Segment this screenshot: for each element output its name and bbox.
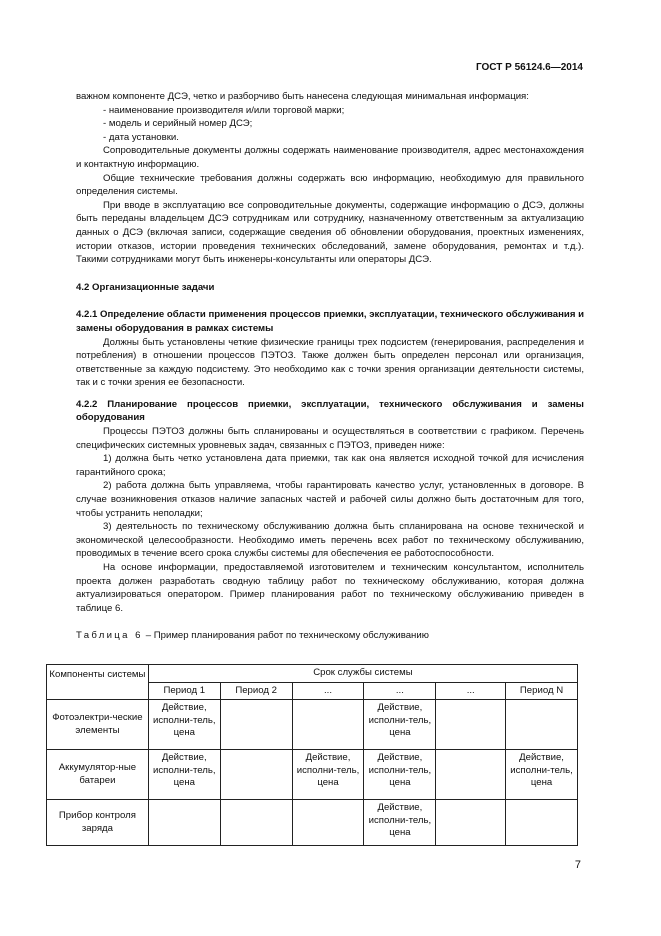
list-item: - модель и серийный номер ДСЭ; <box>103 118 253 130</box>
row-label: Аккумулятор-ные батареи <box>47 750 149 800</box>
table-cell: Действие, исполни-тель, цена <box>364 700 436 750</box>
page-number: 7 <box>574 859 581 871</box>
table-caption <box>76 629 584 643</box>
paragraph: Общие технические требования должны содержать всю информацию, необходимую для правильного определения системы. <box>76 172 584 198</box>
paragraph: Процессы ПЭТОЗ должны быть спланированы и осуществляться в соответствии с графиком. Перечень специфических системных уровневых задач, связанных с ПЭТОЗ, приведен ниже: <box>76 426 584 451</box>
table-row <box>47 800 578 846</box>
table-cell <box>506 700 578 750</box>
header-period: ... <box>292 682 364 700</box>
table-caption-prefix: Таблица <box>76 630 130 642</box>
table-cell <box>436 700 506 750</box>
table-cell: Действие, исполни-тель, цена <box>148 700 220 750</box>
table-cell <box>436 800 506 846</box>
table-cell: Действие, исполни-тель, цена <box>506 750 578 800</box>
table-caption-text: – Пример планирования работ по техническому обслуживанию <box>145 630 429 642</box>
header-components: Компоненты системы <box>47 665 149 700</box>
list-item: 2) работа должна быть управляема, чтобы гарантировать качество услуг, установленных в договоре. В случае возникновения отказов наличие запасных частей и рабочей силы должно быть достаточным для того, чтобы устранить неполадки; <box>76 480 584 519</box>
paragraph: Должны быть установлены четкие физические границы трех подсистем (генерирования, распределения и потребления) в отношении процессов ПЭТОЗ. Также должен быть определен персонал или организация, ответственные за каждую подсистему. Это необходимо как с точки зрения организации деятельности системы, так и с точки зрения ее безопасности. <box>76 336 584 389</box>
list-item: 1) должна быть четко установлена дата приемки, так как она является исходной точкой для исчисления гарантийного срока; <box>76 453 584 478</box>
table-row <box>47 750 578 800</box>
table-cell <box>292 800 364 846</box>
table-cell <box>506 800 578 846</box>
table-cell: Действие, исполни-тель, цена <box>292 750 364 800</box>
table-cell <box>436 750 506 800</box>
row-label: Фотоэлектри-ческие элементы <box>47 700 149 750</box>
row-label: Прибор контроля заряда <box>47 800 149 846</box>
paragraph: На основе информации, предоставляемой изготовителем и техническим консультантом, исполнитель проекта должен разработать сводную таблицу работ по техническому обслуживанию, которая должна актуализироваться оператором. Пример планирования работ по техническому обслуживанию приведен в таблице 6. <box>76 562 584 614</box>
document-code: ГОСТ Р 56124.6—2014 <box>475 62 583 73</box>
table-cell <box>148 800 220 846</box>
table-cell <box>220 750 292 800</box>
table-row <box>47 700 578 750</box>
maintenance-table <box>46 664 578 846</box>
header-period: Период 1 <box>148 682 220 700</box>
table-cell <box>220 700 292 750</box>
header-period: ... <box>364 682 436 700</box>
table-cell <box>292 700 364 750</box>
paragraph: важном компоненте ДСЭ, четко и разборчиво быть нанесена следующая минимальная информация: <box>76 91 529 102</box>
table-caption-number: 6 <box>135 630 141 642</box>
header-period: Период N <box>506 682 578 700</box>
table-header-row <box>47 665 578 683</box>
table-cell: Действие, исполни-тель, цена <box>148 750 220 800</box>
table-cell: Действие, исполни-тель, цена <box>364 800 436 846</box>
header-period: ... <box>436 682 506 700</box>
header-lifetime: Срок службы системы <box>148 665 577 683</box>
table-cell <box>220 800 292 846</box>
list-item: - дата установки. <box>103 131 179 143</box>
paragraph: При вводе в эксплуатацию все сопроводительные документы, содержащие информацию о ДСЭ, должны быть переданы владельцем ДСЭ сотрудникам или сотруднику, назначенному ответственным за актуализацию данных о ДСЭ (включая записи, содержащие сведения об обновлении оборудования, проектных изменениях, истории отказов, истории проведения технических обследований, замене оборудования, ремонтах и т.д.). Такими сотрудниками могут быть инженеры-консультанты или операторы ДСЭ. <box>76 199 584 266</box>
paragraph: Сопроводительные документы должны содержать наименование производителя, адрес местонахождения и контактную информацию. <box>76 145 584 170</box>
section-heading-4-2-1: 4.2.1 Определение области применения процессов приемки, эксплуатации, технического обслуживания и замены оборудования в рамках системы <box>76 309 584 334</box>
section-heading-4-2: 4.2 Организационные задачи <box>76 281 215 293</box>
table-cell: Действие, исполни-тель, цена <box>364 750 436 800</box>
section-heading-4-2-2: 4.2.2 Планирование процессов приемки, эксплуатации, технического обслуживания и замены оборудования <box>76 398 584 424</box>
list-item: 3) деятельность по техническому обслуживанию должна быть спланирована на основе технической и экономической целесообразности. Необходимо иметь перечень всех работ по техническому обслуживанию, проводимых в течение всего срока службы системы для обеспечения ее работоспособности. <box>76 521 584 560</box>
page-body <box>76 90 584 643</box>
list-item: - наименование производителя и/или торговой марки; <box>103 104 345 116</box>
header-period: Период 2 <box>220 682 292 700</box>
